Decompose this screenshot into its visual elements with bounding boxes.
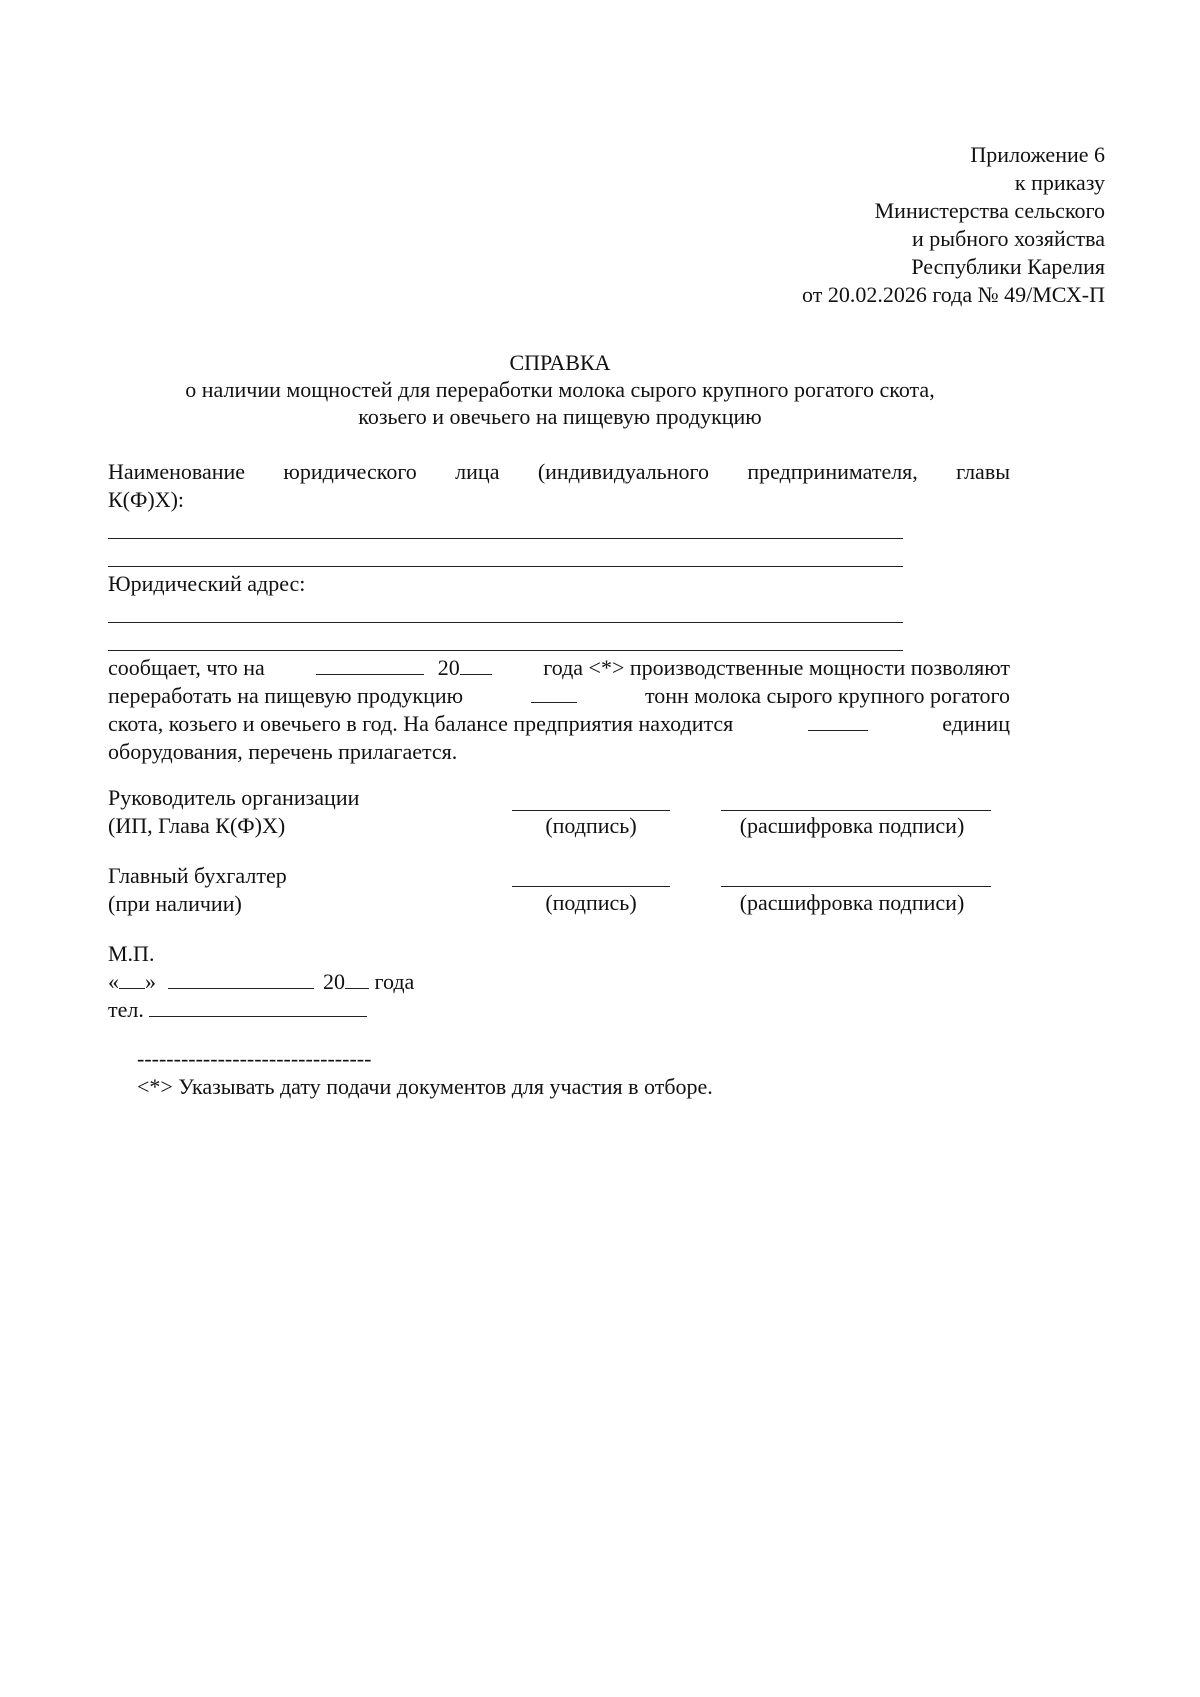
legal-address-fill-line[interactable] — [108, 650, 903, 651]
head-signature-line[interactable] — [512, 810, 670, 811]
title-subtitle-line: о наличии мощностей для переработки молока сырого крупного рогатого скота, — [185, 377, 935, 402]
signature-caption: (подпись) — [545, 813, 637, 838]
appendix-line: от 20.02.2026 года № 49/МСХ-П — [802, 282, 1105, 307]
body-line — [108, 682, 1010, 710]
appendix-line: и рыбного хозяйства — [912, 226, 1105, 251]
body-text: сообщает, что на — [108, 655, 265, 680]
accountant-signatory — [108, 862, 287, 918]
quote-close: » — [145, 969, 156, 994]
year-prefix: 20 — [323, 969, 345, 994]
stamp-label: М.П. — [108, 941, 155, 966]
legal-address-fill-line[interactable] — [108, 622, 903, 623]
org-name-line: Наименование юридического лица (индивидуального предпринимателя, главы — [108, 459, 1010, 484]
decoding-caption: (расшифровка подписи) — [739, 813, 965, 838]
document-title — [0, 349, 1120, 430]
accountant-title-line: Главный бухгалтер — [108, 863, 287, 888]
head-title-line: (ИП, Глава К(Ф)Х) — [108, 813, 286, 838]
units-blank[interactable] — [808, 711, 868, 731]
body-paragraph — [108, 654, 1010, 766]
year-blank[interactable] — [460, 655, 492, 675]
head-signatory — [108, 784, 359, 840]
phone-label: тел. — [108, 997, 144, 1022]
org-name-fill-line[interactable] — [108, 538, 903, 539]
phone-line — [108, 996, 414, 1024]
year-suffix: года — [374, 969, 415, 994]
body-line — [108, 710, 1010, 738]
tons-blank[interactable] — [531, 683, 577, 703]
appendix-line: к приказу — [1014, 170, 1105, 195]
year-blank[interactable] — [345, 969, 369, 989]
day-blank[interactable] — [119, 969, 145, 989]
title-subtitle-line: козьего и овечьего на пищевую продукцию — [358, 404, 762, 429]
head-decoding-line[interactable] — [721, 810, 991, 811]
body-text: года <*> производственные мощности позволяют — [543, 655, 1010, 680]
org-name-fill-line[interactable] — [108, 566, 903, 567]
appendix-line: Министерства сельского — [874, 198, 1105, 223]
accountant-title-line: (при наличии) — [108, 891, 242, 916]
body-text: скота, козьего и овечьего в год. На балансе предприятия находится — [108, 711, 734, 736]
head-title-line: Руководитель организации — [108, 785, 360, 810]
footnote-divider: -------------------------------- — [137, 1046, 372, 1071]
legal-address-label: Юридический адрес: — [108, 571, 306, 596]
phone-blank[interactable] — [149, 997, 367, 1017]
signature-caption: (подпись) — [545, 890, 637, 915]
appendix-line: Республики Карелия — [911, 254, 1105, 279]
org-name-line: К(Ф)Х): — [108, 487, 185, 512]
footnote-text: <*> Указывать дату подачи документов для участия в отборе. — [137, 1074, 713, 1099]
org-name-label — [108, 458, 1010, 514]
body-text: тонн молока сырого крупного рогатого — [644, 683, 1010, 708]
body-text: переработать на пищевую продукцию — [108, 683, 464, 708]
body-line — [108, 654, 1010, 682]
body-line: оборудования, перечень прилагается. — [108, 739, 458, 764]
date-field-group — [316, 654, 492, 682]
date-line — [108, 968, 414, 996]
year-prefix: 20 — [437, 655, 460, 680]
quote-open: « — [108, 969, 119, 994]
accountant-signature-line[interactable] — [512, 886, 670, 887]
body-text: единиц — [942, 711, 1010, 736]
stamp-block — [108, 940, 414, 1024]
accountant-decoding-line[interactable] — [721, 886, 991, 887]
title-heading: СПРАВКА — [509, 350, 611, 375]
appendix-line: Приложение 6 — [970, 142, 1105, 167]
month-blank[interactable] — [168, 969, 314, 989]
appendix-header — [802, 141, 1105, 309]
date-blank[interactable] — [316, 655, 424, 675]
decoding-caption: (расшифровка подписи) — [739, 890, 965, 915]
